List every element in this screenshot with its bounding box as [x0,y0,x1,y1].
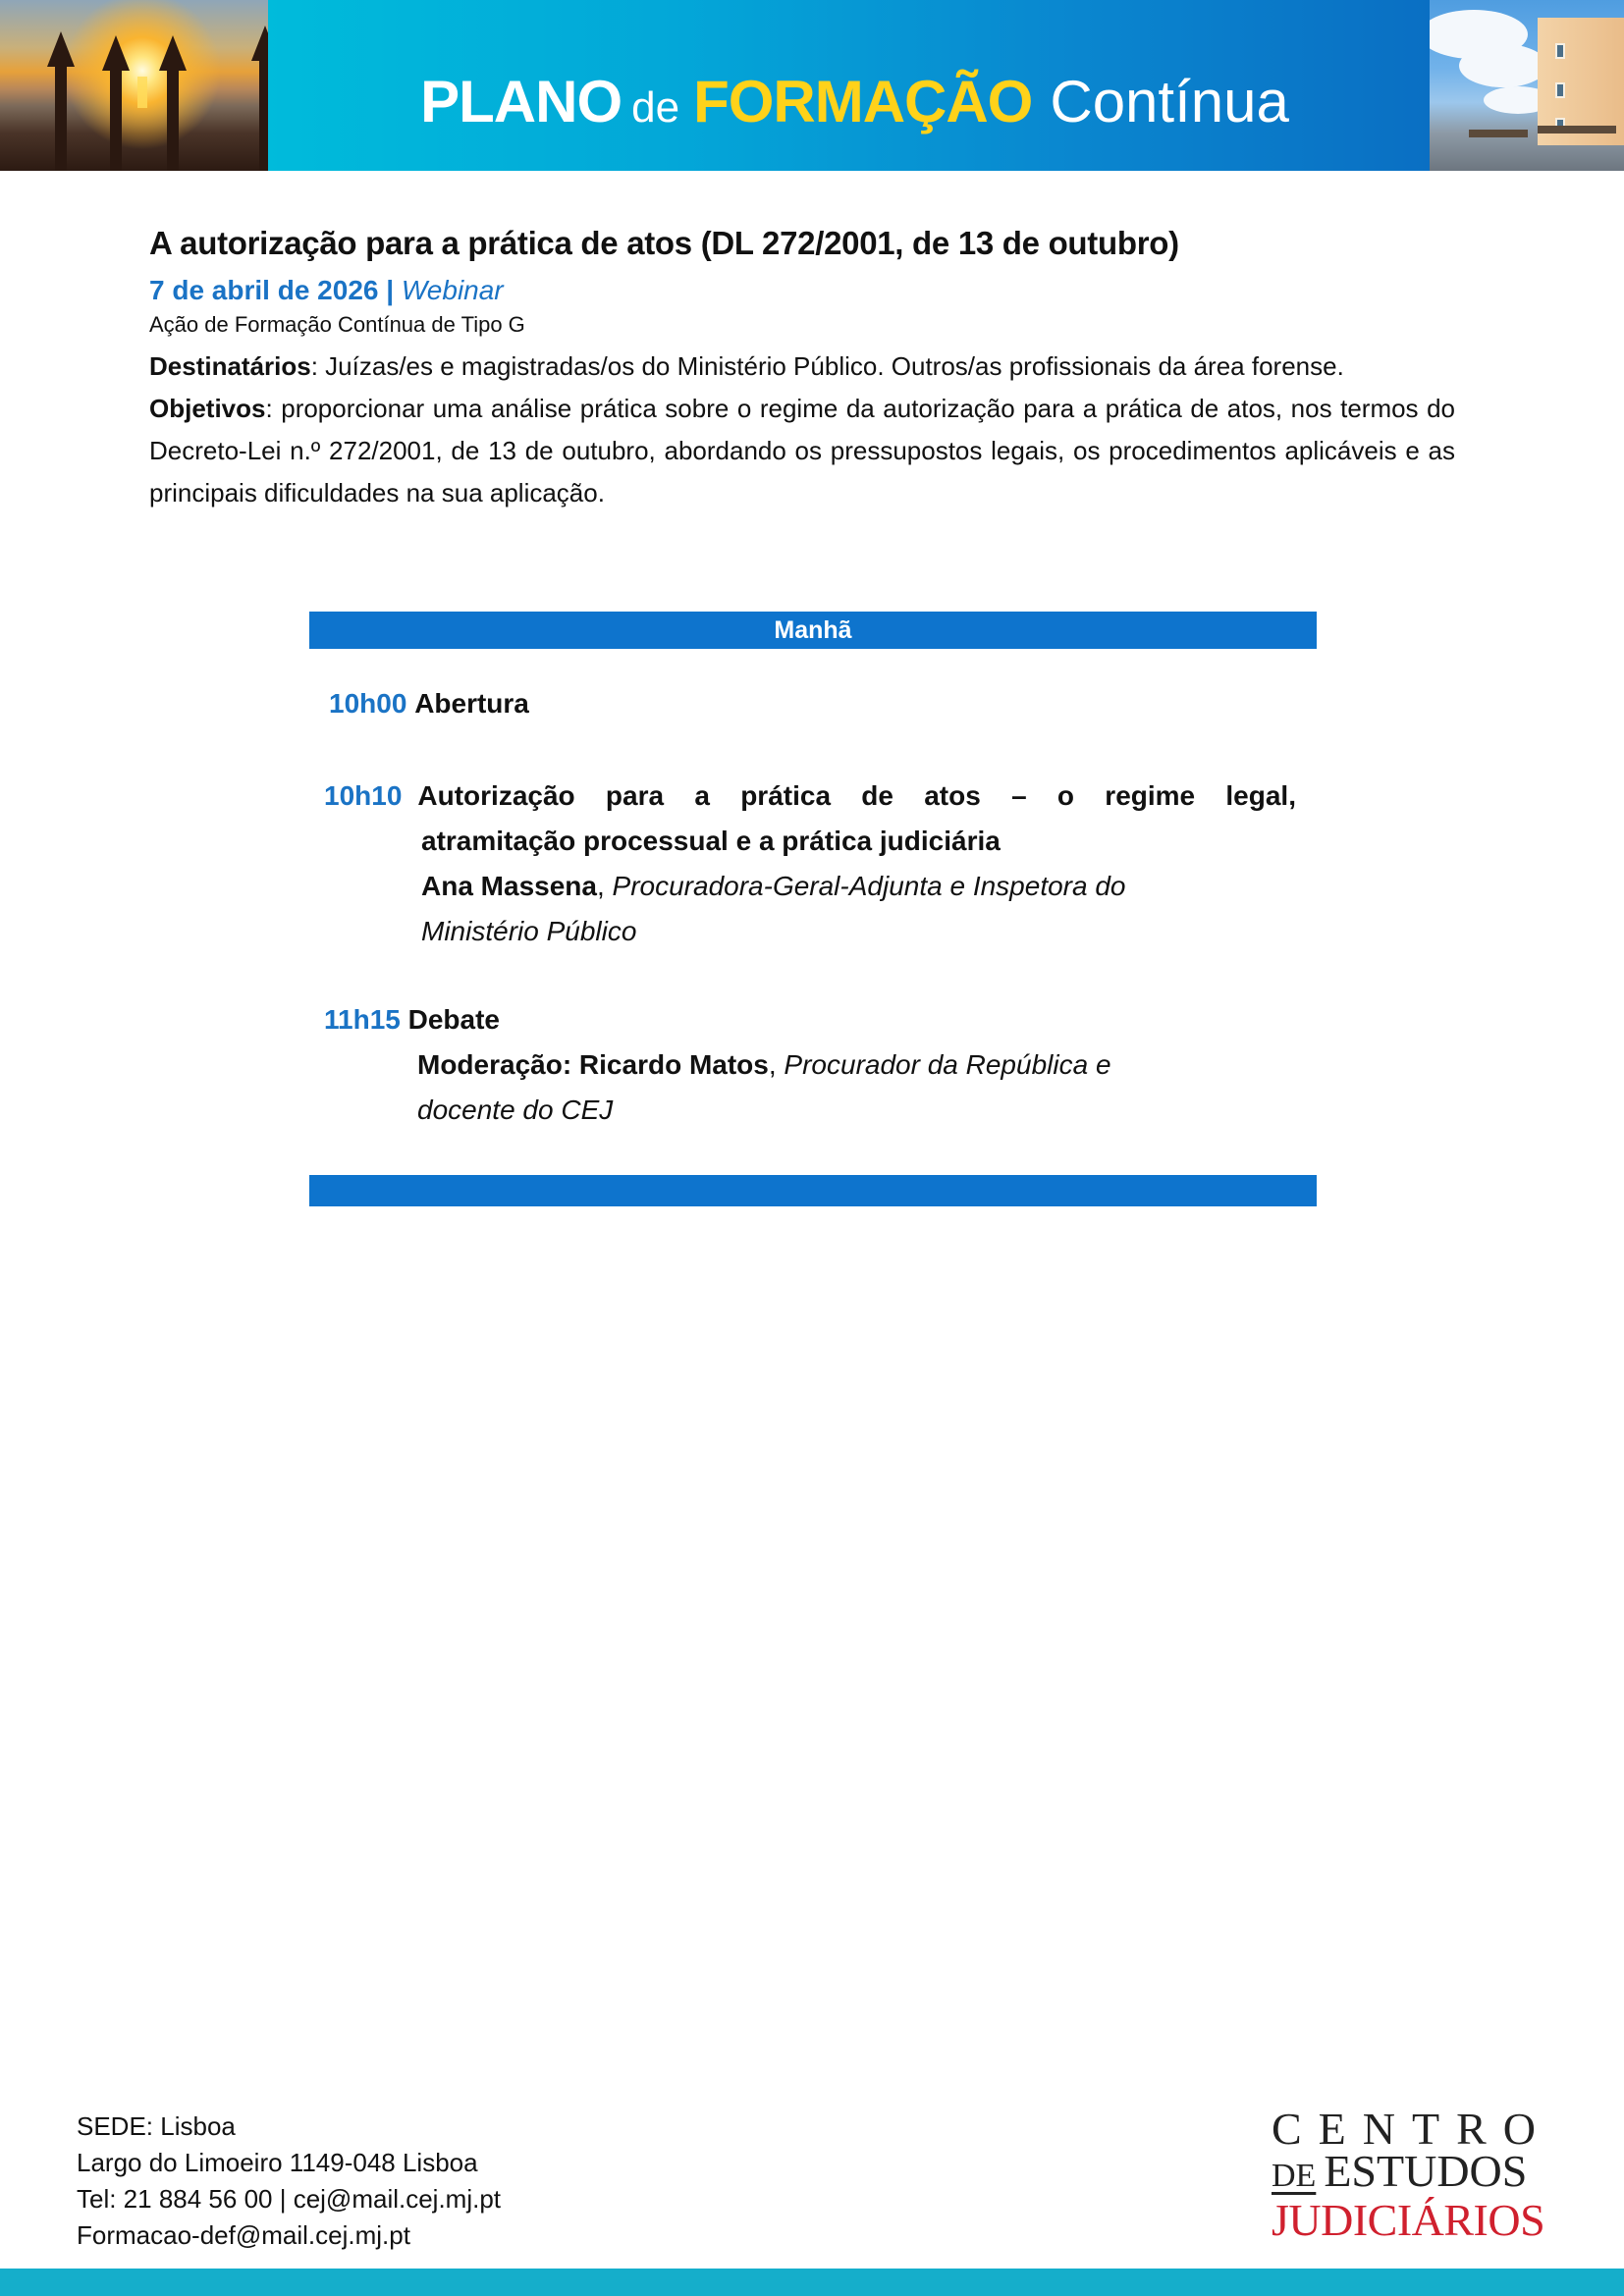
page-header [0,0,1624,171]
speaker-separator: , [596,871,613,901]
event-date-mode [149,273,1455,308]
footer-contact [77,2109,501,2254]
sun-reflection [137,77,147,108]
logo-line-centro: CENTRO [1272,2104,1552,2154]
sunset-railing-image [0,0,268,171]
contact-address: Largo do Limoeiro 1149-048 Lisboa [77,2148,478,2177]
item-time: 10h00 [329,688,407,719]
building-image [1430,0,1624,171]
contact-phone-email[interactable]: Tel: 21 884 56 00 | cej@mail.cej.mj.pt [77,2184,502,2214]
objectives-paragraph [149,388,1455,514]
schedule-item [329,681,529,726]
railing-spike [259,59,268,171]
banner-title-de: de [631,83,680,132]
logo-line-estudos [1272,2146,1537,2198]
footer-strip [0,2269,1624,2296]
audience-label: Destinatários [149,351,311,381]
moderator-separator: , [768,1049,785,1080]
event-title: A autorização para a prática de atos (DL 272/2001, de 13 de outubro) [149,225,1179,261]
session-footer-bar [309,1175,1317,1206]
cej-logo [1272,2104,1552,2245]
railing-spike [110,69,122,171]
item-time: 10h10 [324,780,403,811]
item-title: Debate [407,1004,501,1035]
speaker-role: Procuradora-Geral-Adjunta e Inspetora do [612,871,1126,901]
objectives-label: Objetivos [149,394,266,423]
item-title: Autorização para a prática de atos – o regime legal, [417,780,1296,811]
railing-spike [55,65,67,171]
item-title-line [324,774,1296,819]
banner-title [420,69,1289,134]
program-schedule [309,612,1317,1125]
logo-de: DE [1272,2158,1317,2194]
speaker-role: Ministério Público [421,916,637,946]
speaker-role-continuation [421,909,1296,954]
railing-spike [167,69,179,171]
bench [1469,130,1528,137]
contact-hq: SEDE: Lisboa [77,2111,236,2141]
event-date: 7 de abril de 2026 [149,275,379,305]
banner-title-plano: PLANO [420,69,623,134]
window [1555,82,1565,98]
moderator [417,1042,1111,1088]
moderator-role-continuation [417,1088,1111,1133]
session-header [309,612,1317,649]
bench [1538,126,1616,133]
logo-line-judiciarios: JUDICIÁRIOS [1272,2195,1545,2245]
header-banner [268,0,1430,171]
contact-training-email[interactable]: Formacao-def@mail.cej.mj.pt [77,2220,410,2250]
moderator-name: Moderação: Ricardo Matos [417,1049,769,1080]
item-title: Abertura [414,688,529,719]
window [1555,43,1565,59]
audience-text: : Juízas/es e magistradas/os do Ministério Público. Outros/as profissionais da área forense. [310,351,1344,381]
event-type: Ação de Formação Contínua de Tipo G [149,312,525,337]
audience-paragraph [149,346,1455,388]
schedule-item [324,774,1296,954]
speaker-name: Ana Massena [421,871,597,901]
moderator-role: Procurador da República e [784,1049,1111,1080]
cloud [1459,44,1547,87]
objectives-text: : proporcionar uma análise prática sobre o regime da autorização para a prática de atos, nos termos do Decreto-Lei n.º 272/2001, de 13 de outubro, abordando os pressupostos legais, os procedimentos aplicáveis e as principais dificuldades na sua aplicação. [149,394,1455,507]
banner-title-continua: Contínua [1050,69,1289,134]
schedule-item [324,997,1111,1133]
speaker [421,864,1296,909]
item-title-continuation: atramitação processual e a prática judiciária [421,826,1001,856]
event-mode: Webinar [401,275,504,305]
session-label: Manhã [774,615,852,644]
event-details [149,224,1455,514]
moderator-role: docente do CEJ [417,1095,614,1125]
date-separator: | [378,275,402,305]
item-time: 11h15 [324,1004,401,1035]
logo-estudos: ESTUDOS [1324,2146,1528,2196]
banner-title-formacao: FORMAÇÃO [693,69,1033,134]
